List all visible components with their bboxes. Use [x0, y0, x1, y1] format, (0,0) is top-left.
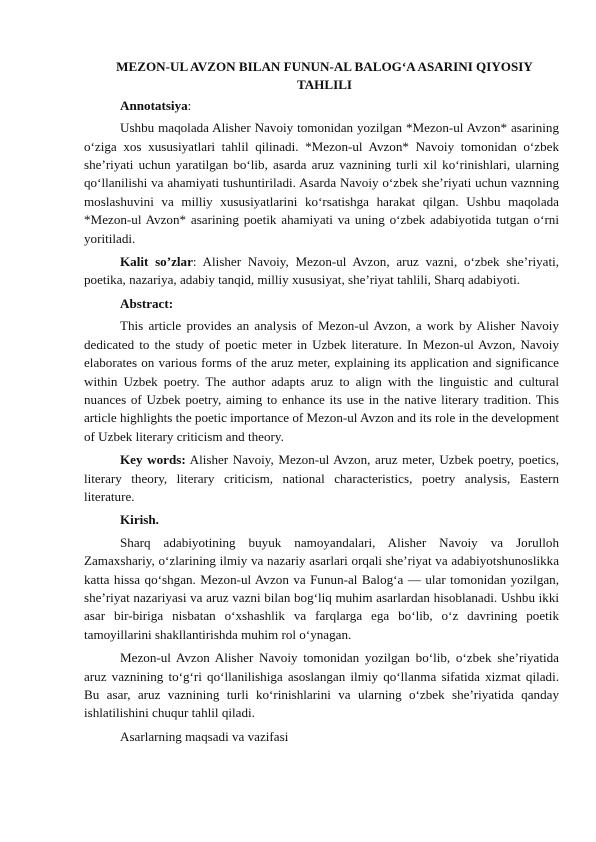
annotation-heading-colon: : — [187, 97, 192, 113]
intro-paragraph-1: Sharq adabiyotining buyuk namoyandalari, Alisher Navoiy va Jorulloh Zamaxshariy, o‘zlarining ilmiy va nazariy asarlari orqali she’riyat va adabiyotshunoslikka katta hissa qo‘shgan. Mezon-ul Avzon va Funun-al Balog‘a — ular tomonidan yozilgan, she’riyat nazariyasi va aruz vazni bilan bog‘liq muhim asarlardan hisoblanadi. Ushbu ikki asar bir-biriga nisbatan o‘xshashlik va farqlarga ega bo‘lib, o‘z davrining poetik tamoyillarini shakllantirishda muhim rol o‘ynagan. — [84, 534, 559, 642]
keywords-en-paragraph — [84, 451, 559, 506]
abstract-text: This article provides an analysis of Mezon-ul Avzon, a work by Alisher Navoiy dedicated to the study of poetic meter in Uzbek literature. In Mezon-ul Avzon, Navoiy elaborates on various forms of the aruz meter, explaining its application and significance within Uzbek poetry. The author adapts aruz to align with the linguistic and cultural nuances of Uzbek poetry, aiming to enhance its use in the native literary tradition. This article highlights the poetic importance of Mezon-ul Avzon and its role in the development of Uzbek literary criticism and theory. — [84, 318, 559, 444]
keywords-uz-colon: : — [192, 254, 197, 270]
keywords-uz-text: Alisher Navoiy, Mezon-ul Avzon, aruz vazni, o‘zbek she’riyati, poetika, nazariya, adabiy tanqid, milliy xususiyat, she’riyat tahlili, Sharq adabiyoti. — [84, 254, 560, 288]
intro-paragraph-2: Mezon-ul Avzon Alisher Navoiy tomonidan yozilgan bo‘lib, o‘zbek she’riyatida aruz vaznining to‘g‘ri qo‘llanilishiga asoslangan ilmiy qo‘llanma sifatida xizmat qiladi. Bu asar, aruz vaznining turli ko‘rinishlarini va ularning o‘zbek she’riyatida qanday ishlatilishini chuqur tahlil qiladi. — [84, 650, 559, 721]
intro-heading: Kirish. — [120, 512, 159, 528]
annotation-heading: Annotatsiya — [120, 97, 188, 113]
annotation-heading-line — [84, 97, 559, 115]
keywords-en-label: Key words: — [120, 452, 186, 468]
section-heading: Asarlarning maqsadi va vazifasi — [120, 728, 289, 744]
annotation-text: Ushbu maqolada Alisher Navoiy tomonidan yozilgan *Mezon-ul Avzon* asarining o‘ziga xos xususiyatlari tahlil qilinadi. *Mezon-ul Avzon* Navoiy tomonidan o‘zbek she’riyati uchun yaratilgan bo‘lib, asarda aruz vaznining turli xil ko‘rinishlari, ularning qo‘llanilishi va ahamiyati tushuntiriladi. Asarda Navoiy o‘zbek she’riyati uchun vaznning moslashuvini va milliy xususiyatlarini ko‘rsatishga harakat qilgan. Ushbu maqolada *Mezon-ul Avzon* asarining poetik ahamiyati va uning o‘zbek adabiyotida tutgan o‘rni yoritiladi. — [84, 120, 559, 246]
paper-title: MEZON-UL AVZON BILAN FUNUN-AL BALOG‘A ASARINI QIYOSIY TAHLILI — [116, 59, 533, 93]
abstract-heading: Abstract: — [120, 295, 174, 311]
keywords-en-text: Alisher Navoiy, Mezon-ul Avzon, aruz meter, Uzbek poetry, poetics, literary theory, literary criticism, national characteristics, poetry analysis, Eastern literature. — [84, 452, 559, 504]
keywords-uz-label: Kalit so’zlar — [120, 254, 193, 270]
keywords-uz-paragraph — [84, 253, 559, 290]
